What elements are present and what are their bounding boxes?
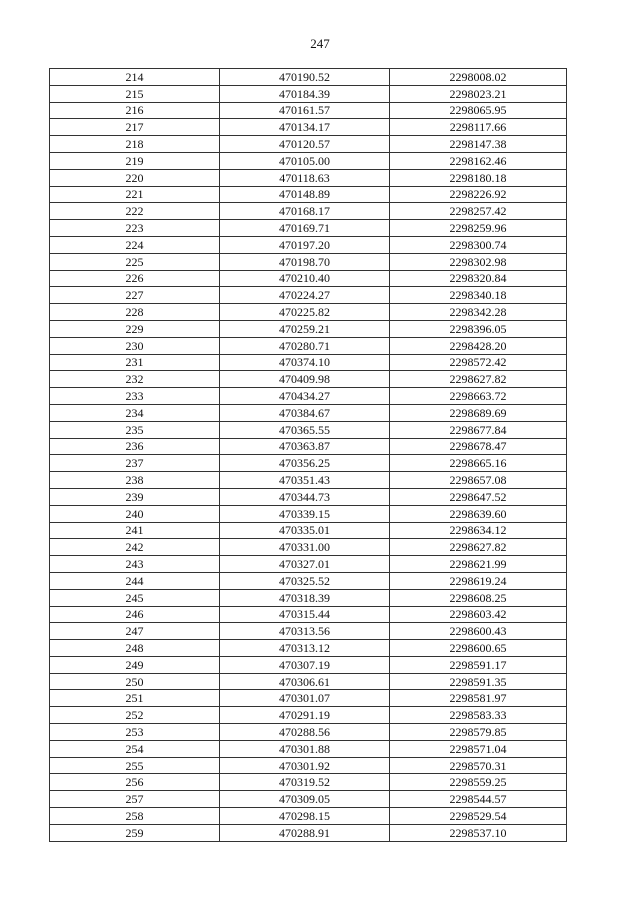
point-number-cell: 243 <box>50 556 220 573</box>
y-coordinate-cell: 2298147.38 <box>390 136 567 153</box>
x-coordinate-cell: 470118.63 <box>220 169 390 186</box>
x-coordinate-cell: 470134.17 <box>220 119 390 136</box>
x-coordinate-cell: 470344.73 <box>220 488 390 505</box>
point-number-cell: 235 <box>50 421 220 438</box>
y-coordinate-cell: 2298677.84 <box>390 421 567 438</box>
y-coordinate-cell: 2298572.42 <box>390 354 567 371</box>
y-coordinate-cell: 2298065.95 <box>390 102 567 119</box>
point-number-cell: 220 <box>50 169 220 186</box>
y-coordinate-cell: 2298603.42 <box>390 606 567 623</box>
x-coordinate-cell: 470339.15 <box>220 505 390 522</box>
table-row <box>50 724 567 741</box>
x-coordinate-cell: 470301.88 <box>220 740 390 757</box>
y-coordinate-cell: 2298647.52 <box>390 488 567 505</box>
x-coordinate-cell: 470148.89 <box>220 186 390 203</box>
y-coordinate-cell: 2298608.25 <box>390 589 567 606</box>
y-coordinate-cell: 2298583.33 <box>390 707 567 724</box>
table-row <box>50 85 567 102</box>
point-number-cell: 236 <box>50 438 220 455</box>
table-row <box>50 270 567 287</box>
x-coordinate-cell: 470225.82 <box>220 304 390 321</box>
point-number-cell: 256 <box>50 774 220 791</box>
y-coordinate-cell: 2298581.97 <box>390 690 567 707</box>
point-number-cell: 226 <box>50 270 220 287</box>
y-coordinate-cell: 2298117.66 <box>390 119 567 136</box>
point-number-cell: 234 <box>50 404 220 421</box>
x-coordinate-cell: 470288.56 <box>220 724 390 741</box>
x-coordinate-cell: 470365.55 <box>220 421 390 438</box>
table-row <box>50 589 567 606</box>
x-coordinate-cell: 470325.52 <box>220 572 390 589</box>
point-number-cell: 239 <box>50 488 220 505</box>
table-row <box>50 236 567 253</box>
x-coordinate-cell: 470197.20 <box>220 236 390 253</box>
y-coordinate-cell: 2298621.99 <box>390 556 567 573</box>
point-number-cell: 241 <box>50 522 220 539</box>
table-row <box>50 640 567 657</box>
y-coordinate-cell: 2298162.46 <box>390 152 567 169</box>
table-row <box>50 253 567 270</box>
y-coordinate-cell: 2298639.60 <box>390 505 567 522</box>
table-row <box>50 388 567 405</box>
table-body <box>50 69 567 842</box>
y-coordinate-cell: 2298634.12 <box>390 522 567 539</box>
point-number-cell: 254 <box>50 740 220 757</box>
x-coordinate-cell: 470184.39 <box>220 85 390 102</box>
table-row <box>50 371 567 388</box>
point-number-cell: 227 <box>50 287 220 304</box>
y-coordinate-cell: 2298537.10 <box>390 824 567 841</box>
x-coordinate-cell: 470327.01 <box>220 556 390 573</box>
x-coordinate-cell: 470168.17 <box>220 203 390 220</box>
table-row <box>50 220 567 237</box>
x-coordinate-cell: 470291.19 <box>220 707 390 724</box>
x-coordinate-cell: 470224.27 <box>220 287 390 304</box>
x-coordinate-cell: 470331.00 <box>220 539 390 556</box>
point-number-cell: 244 <box>50 572 220 589</box>
y-coordinate-cell: 2298665.16 <box>390 455 567 472</box>
table-row <box>50 572 567 589</box>
table-row <box>50 354 567 371</box>
x-coordinate-cell: 470309.05 <box>220 791 390 808</box>
y-coordinate-cell: 2298342.28 <box>390 304 567 321</box>
y-coordinate-cell: 2298600.65 <box>390 640 567 657</box>
point-number-cell: 219 <box>50 152 220 169</box>
point-number-cell: 249 <box>50 656 220 673</box>
x-coordinate-cell: 470319.52 <box>220 774 390 791</box>
table-row <box>50 320 567 337</box>
x-coordinate-cell: 470306.61 <box>220 673 390 690</box>
point-number-cell: 240 <box>50 505 220 522</box>
table-row <box>50 404 567 421</box>
point-number-cell: 259 <box>50 824 220 841</box>
x-coordinate-cell: 470318.39 <box>220 589 390 606</box>
table-row <box>50 690 567 707</box>
point-number-cell: 223 <box>50 220 220 237</box>
y-coordinate-cell: 2298544.57 <box>390 791 567 808</box>
table-row <box>50 337 567 354</box>
point-number-cell: 224 <box>50 236 220 253</box>
x-coordinate-cell: 470374.10 <box>220 354 390 371</box>
table-row <box>50 136 567 153</box>
point-number-cell: 247 <box>50 623 220 640</box>
table-row <box>50 757 567 774</box>
table-row <box>50 606 567 623</box>
point-number-cell: 255 <box>50 757 220 774</box>
y-coordinate-cell: 2298591.35 <box>390 673 567 690</box>
x-coordinate-cell: 470169.71 <box>220 220 390 237</box>
point-number-cell: 225 <box>50 253 220 270</box>
x-coordinate-cell: 470198.70 <box>220 253 390 270</box>
table-row <box>50 119 567 136</box>
table-row <box>50 421 567 438</box>
point-number-cell: 238 <box>50 472 220 489</box>
point-number-cell: 253 <box>50 724 220 741</box>
x-coordinate-cell: 470313.12 <box>220 640 390 657</box>
x-coordinate-cell: 470161.57 <box>220 102 390 119</box>
table-row <box>50 673 567 690</box>
y-coordinate-cell: 2298529.54 <box>390 808 567 825</box>
x-coordinate-cell: 470315.44 <box>220 606 390 623</box>
y-coordinate-cell: 2298340.18 <box>390 287 567 304</box>
x-coordinate-cell: 470384.67 <box>220 404 390 421</box>
y-coordinate-cell: 2298396.05 <box>390 320 567 337</box>
table-row <box>50 287 567 304</box>
point-number-cell: 237 <box>50 455 220 472</box>
y-coordinate-cell: 2298320.84 <box>390 270 567 287</box>
table-row <box>50 707 567 724</box>
table-row <box>50 304 567 321</box>
x-coordinate-cell: 470301.07 <box>220 690 390 707</box>
x-coordinate-cell: 470363.87 <box>220 438 390 455</box>
point-number-cell: 230 <box>50 337 220 354</box>
y-coordinate-cell: 2298428.20 <box>390 337 567 354</box>
page-number: 247 <box>310 36 330 51</box>
table-row <box>50 152 567 169</box>
x-coordinate-cell: 470409.98 <box>220 371 390 388</box>
point-number-cell: 217 <box>50 119 220 136</box>
y-coordinate-cell: 2298023.21 <box>390 85 567 102</box>
table-row <box>50 824 567 841</box>
table-row <box>50 472 567 489</box>
y-coordinate-cell: 2298663.72 <box>390 388 567 405</box>
table-row <box>50 791 567 808</box>
point-number-cell: 232 <box>50 371 220 388</box>
point-number-cell: 229 <box>50 320 220 337</box>
x-coordinate-cell: 470120.57 <box>220 136 390 153</box>
y-coordinate-cell: 2298300.74 <box>390 236 567 253</box>
x-coordinate-cell: 470434.27 <box>220 388 390 405</box>
point-number-cell: 245 <box>50 589 220 606</box>
point-number-cell: 222 <box>50 203 220 220</box>
y-coordinate-cell: 2298180.18 <box>390 169 567 186</box>
table-row <box>50 505 567 522</box>
table-row <box>50 455 567 472</box>
x-coordinate-cell: 470313.56 <box>220 623 390 640</box>
y-coordinate-cell: 2298570.31 <box>390 757 567 774</box>
y-coordinate-cell: 2298619.24 <box>390 572 567 589</box>
y-coordinate-cell: 2298657.08 <box>390 472 567 489</box>
x-coordinate-cell: 470105.00 <box>220 152 390 169</box>
table-row <box>50 556 567 573</box>
x-coordinate-cell: 470307.19 <box>220 656 390 673</box>
point-number-cell: 257 <box>50 791 220 808</box>
point-number-cell: 216 <box>50 102 220 119</box>
point-number-cell: 246 <box>50 606 220 623</box>
table-row <box>50 169 567 186</box>
y-coordinate-cell: 2298627.82 <box>390 539 567 556</box>
y-coordinate-cell: 2298257.42 <box>390 203 567 220</box>
table-row <box>50 808 567 825</box>
x-coordinate-cell: 470288.91 <box>220 824 390 841</box>
table-row <box>50 774 567 791</box>
point-number-cell: 228 <box>50 304 220 321</box>
y-coordinate-cell: 2298302.98 <box>390 253 567 270</box>
y-coordinate-cell: 2298559.25 <box>390 774 567 791</box>
table-row <box>50 186 567 203</box>
point-number-cell: 215 <box>50 85 220 102</box>
point-number-cell: 221 <box>50 186 220 203</box>
x-coordinate-cell: 470356.25 <box>220 455 390 472</box>
y-coordinate-cell: 2298689.69 <box>390 404 567 421</box>
y-coordinate-cell: 2298226.92 <box>390 186 567 203</box>
y-coordinate-cell: 2298008.02 <box>390 69 567 86</box>
point-number-cell: 242 <box>50 539 220 556</box>
x-coordinate-cell: 470210.40 <box>220 270 390 287</box>
y-coordinate-cell: 2298678.47 <box>390 438 567 455</box>
table-row <box>50 488 567 505</box>
x-coordinate-cell: 470335.01 <box>220 522 390 539</box>
point-number-cell: 231 <box>50 354 220 371</box>
point-number-cell: 218 <box>50 136 220 153</box>
point-number-cell: 248 <box>50 640 220 657</box>
table-row <box>50 203 567 220</box>
table-row <box>50 539 567 556</box>
table-row <box>50 69 567 86</box>
x-coordinate-cell: 470301.92 <box>220 757 390 774</box>
table-row <box>50 102 567 119</box>
point-number-cell: 252 <box>50 707 220 724</box>
y-coordinate-cell: 2298571.04 <box>390 740 567 757</box>
y-coordinate-cell: 2298579.85 <box>390 724 567 741</box>
y-coordinate-cell: 2298259.96 <box>390 220 567 237</box>
x-coordinate-cell: 470351.43 <box>220 472 390 489</box>
point-number-cell: 251 <box>50 690 220 707</box>
x-coordinate-cell: 470298.15 <box>220 808 390 825</box>
y-coordinate-cell: 2298591.17 <box>390 656 567 673</box>
y-coordinate-cell: 2298627.82 <box>390 371 567 388</box>
table-row <box>50 623 567 640</box>
y-coordinate-cell: 2298600.43 <box>390 623 567 640</box>
point-number-cell: 214 <box>50 69 220 86</box>
point-number-cell: 258 <box>50 808 220 825</box>
table-row <box>50 438 567 455</box>
x-coordinate-cell: 470280.71 <box>220 337 390 354</box>
table-row <box>50 740 567 757</box>
point-number-cell: 233 <box>50 388 220 405</box>
table-row <box>50 656 567 673</box>
x-coordinate-cell: 470190.52 <box>220 69 390 86</box>
table-row <box>50 522 567 539</box>
coordinates-table <box>49 68 567 842</box>
x-coordinate-cell: 470259.21 <box>220 320 390 337</box>
point-number-cell: 250 <box>50 673 220 690</box>
